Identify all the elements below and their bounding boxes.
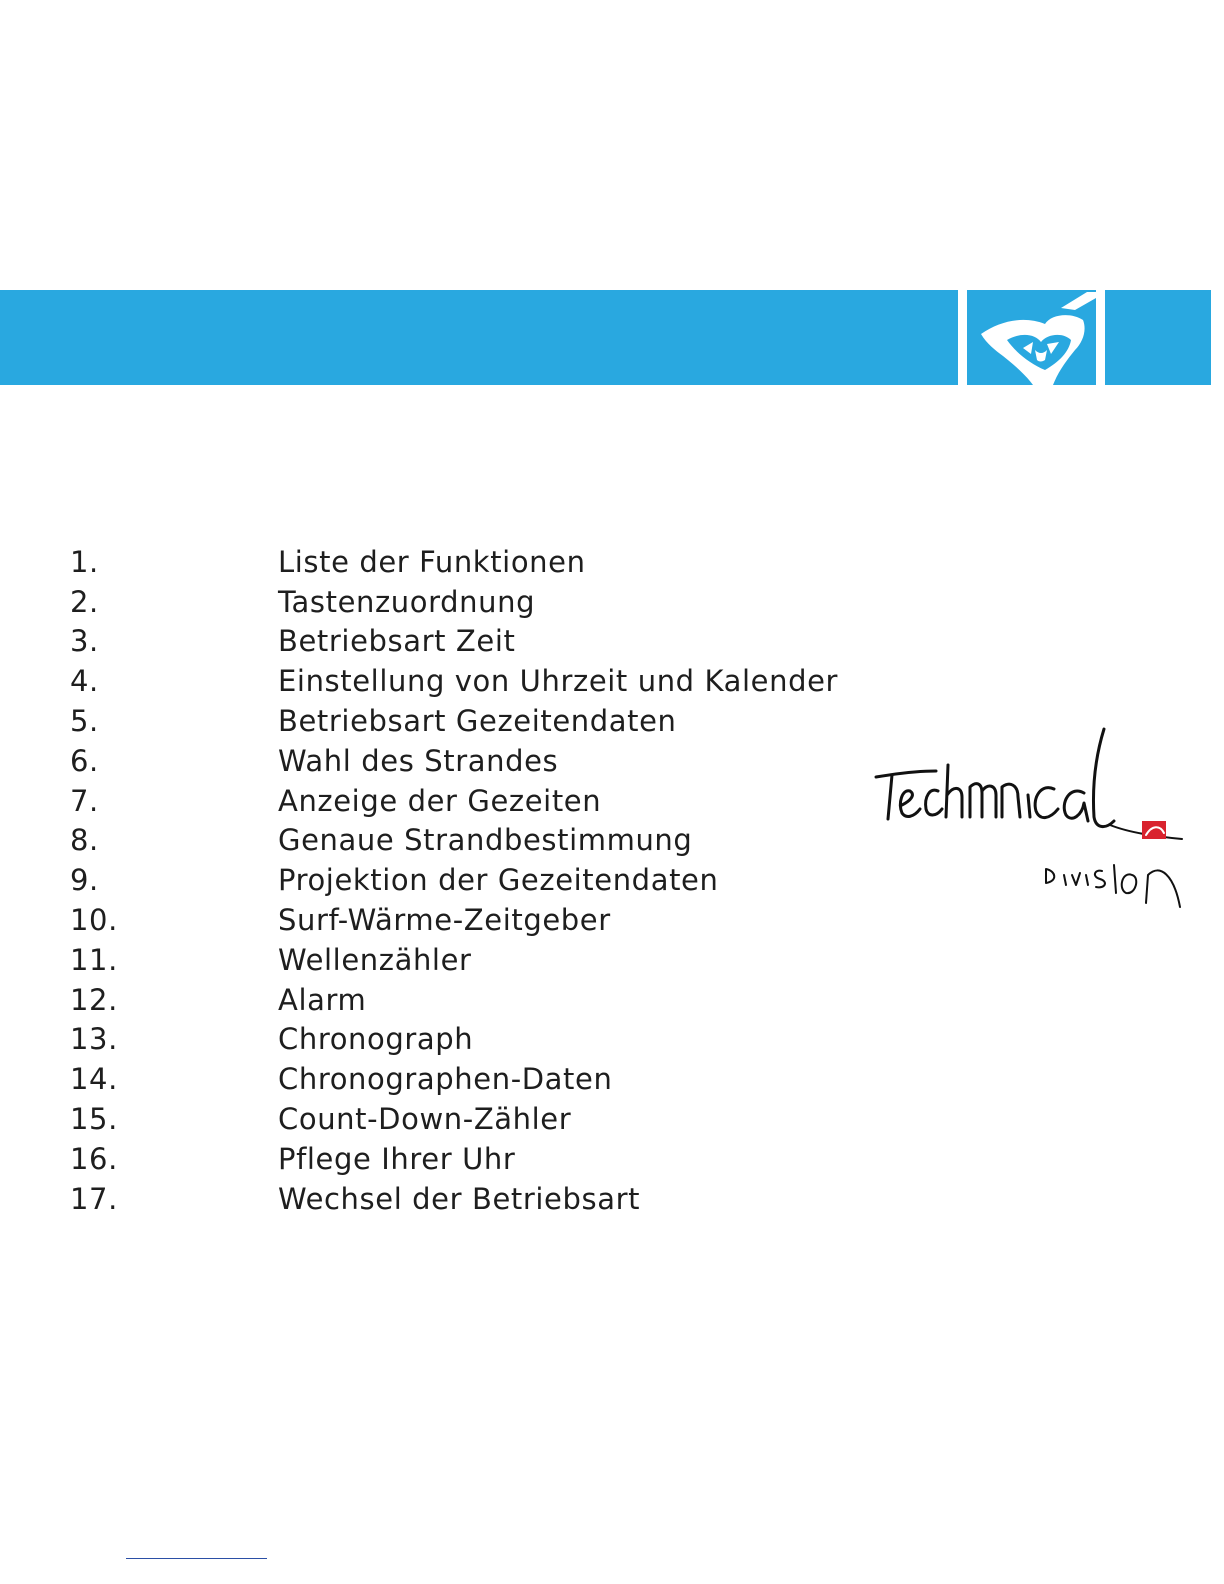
toc-item — [70, 1059, 838, 1099]
toc-item — [70, 781, 838, 821]
toc-number: 7. — [70, 783, 99, 818]
toc-title: Anzeige der Gezeiten — [278, 783, 602, 818]
technical-division-logo — [870, 725, 1190, 915]
toc-number: 9. — [70, 863, 99, 898]
toc-number: 10. — [70, 903, 118, 938]
toc-item — [70, 701, 838, 741]
toc-item — [70, 1139, 838, 1179]
table-of-contents — [70, 542, 838, 1219]
toc-title: Pflege Ihrer Uhr — [278, 1141, 516, 1176]
toc-item — [70, 1179, 838, 1219]
toc-title: Wellenzähler — [278, 942, 472, 977]
toc-number: 2. — [70, 584, 99, 619]
toc-item — [70, 860, 838, 900]
toc-title: Tastenzuordnung — [278, 584, 536, 619]
toc-title: Surf-Wärme-Zeitgeber — [278, 903, 611, 938]
toc-number: 4. — [70, 664, 99, 699]
header-band-left — [0, 290, 958, 385]
toc-title: Wechsel der Betriebsart — [278, 1181, 641, 1216]
toc-item — [70, 1020, 838, 1060]
toc-number: 17. — [70, 1181, 118, 1216]
toc-number: 15. — [70, 1102, 118, 1137]
toc-item — [70, 1099, 838, 1139]
toc-item — [70, 542, 838, 582]
toc-title: Betriebsart Gezeitendaten — [278, 704, 677, 739]
toc-number: 1. — [70, 544, 99, 579]
toc-title: Wahl des Strandes — [278, 743, 559, 778]
heart-logo-icon — [967, 290, 1096, 385]
toc-number: 5. — [70, 704, 99, 739]
toc-item — [70, 980, 838, 1020]
toc-number: 13. — [70, 1022, 118, 1057]
toc-number: 8. — [70, 823, 99, 858]
toc-item — [70, 940, 838, 980]
toc-number: 6. — [70, 743, 99, 778]
toc-number: 14. — [70, 1062, 118, 1097]
header-logo-box — [967, 290, 1096, 385]
toc-item — [70, 622, 838, 662]
toc-title: Genaue Strandbestimmung — [278, 823, 693, 858]
toc-title: Chronographen-Daten — [278, 1062, 613, 1097]
toc-item — [70, 582, 838, 622]
toc-title: Betriebsart Zeit — [278, 624, 516, 659]
toc-title: Alarm — [278, 982, 367, 1017]
toc-item — [70, 661, 838, 701]
toc-number: 16. — [70, 1141, 118, 1176]
footer-rule — [126, 1558, 267, 1559]
toc-title: Projektion der Gezeitendaten — [278, 863, 719, 898]
toc-title: Count-Down-Zähler — [278, 1102, 572, 1137]
toc-number: 11. — [70, 942, 118, 977]
toc-title: Einstellung von Uhrzeit und Kalender — [278, 664, 839, 699]
toc-number: 3. — [70, 624, 99, 659]
toc-title: Chronograph — [278, 1022, 474, 1057]
header-band-right — [1105, 290, 1211, 385]
toc-number: 12. — [70, 982, 118, 1017]
toc-title: Liste der Funktionen — [278, 544, 586, 579]
toc-item — [70, 741, 838, 781]
toc-item — [70, 821, 838, 861]
toc-item — [70, 900, 838, 940]
